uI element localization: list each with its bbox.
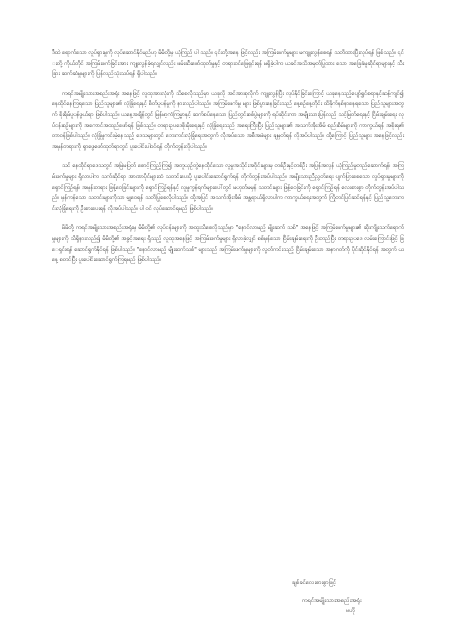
body-paragraph-1: ဒီထဲ ရောက်သော လူပ်ရှားမှုကို လုပ်ဆောင်နိုင်မည်ဟု မိမိတို့မှ ယုံကြည် ပါ သည်။ ၎င်းတို့အနေ ဖြင့်လည်း အကြမ်းဖက်မှုများ မကျူးလွန်စေရန် သတိထားပြီးလုပ်ရန် ဖြစ်သည်။ ၎င်းတို့ ကိုယ်တိုင် အကြမ်းဖက်ခြင်းအား ကျူးလွန်ခဲ့ရလျှင်လည်း ဖမ်းဆီးဖော်ထုတ်မှုနှင့် တရားဝင်ဖြေရှင်းရန် မရှိခဲ့ပါက ယခင်အသိအမှတ်ပြုထား သော အခြေခံမူဆိုင်ရာများနှင့် သီးခြား ဆက်ဆံမှုများကို ပြန်လည်သုံးသပ်ရန် ရှိပါသည်။ [52,50,404,78]
signature-block [292,578,432,616]
signature-place: ဗဟို [346,608,355,614]
body-paragraph-3: သင် နေထိုင်ရာဒေသတွင် အမြဲမပြတ် စောင့်ကြည့်ကြ၍ အတူယှဉ်တွဲနေထိုင်သော လူမှုအသိုင်းအဝိုင်းများမှ တစ်ဦးနှင့်တစ်ဦး အပြန်အလှန် ယုံကြည်မှုတည်ဆောက်ရန်၊ အကြမ်းဖက်မှုများ ရှိလာပါက သက်ဆိုင်ရာ အာဏာပိုင်များထံ သတင်းပေးပို့ ပူးပေါင်းဆောင်ရွက်ရန် တိုက်တွန်းအပ်ပါသည်။ အမျိုးသားညီညွတ်ရေး ပျက်ပြားစေသော လှုပ်ရှားမှုများကို ရှောင်ကြဉ်ရန်၊ အမုန်းတရား ဖြန့်ဝေခြင်းများကို ရှောင်ကြဉ်ရန်နှင့် လူမှုကွန်ရက်များပေါ်တွင် မဟုတ်မမှန် သတင်းများ ဖြန့်ဝေခြင်းကို ရှောင်ကြဉ်ရန် လေးစားစွာ တိုက်တွန်းအပ်ပါသည်။ မှန်ကန်သော သတင်းများကိုသာ မျှဝေရန် သတိပြုစေလိုပါသည်။ ထို့အပြင် အသက်အိုးအိမ် အန္တရာယ်ရှိလာပါက ကာကွယ်ရေးအတွက် ကြိုတင်ပြင်ဆင်ရန်နှင့် ပြည်သူ့ဘေးကင်းလုံခြုံရေးကို ဦးစားပေးရန် လိုအပ်ပါသည်။ ပါ ဝင် လုပ်ဆောင်ရမည် ဖြစ်ပါသည်။ [52,163,404,212]
signature-closing: ချစ်ခင်လေးစားစွာဖြင့် [292,580,337,586]
body-paragraph-4: မိမိတို့ ကရင်အမျိုးသားအစည်းအရုံးမှ မိမိတို့၏ လုပ်ငန်းများကို အထူးသိစေလိုသည်မှာ "နောင်လာမည့် မျိုးဆက် သစ်" အနေဖြင့် အကြမ်းဖက်မှုများ၏ ဆိုးကျိုးသက်ရောက်မှုများကို သိရှိနားလည်၍ မိမိတို့၏ အခွင့်အရေး ရှိသည့် လူထုအနေဖြင့် အကြမ်းဖက်မှုများ ရှိလာခဲ့လျှင် စစ်မှန်သော ငြိမ်းချမ်းရေးကို ဦးတည်ပြီး တရားဥပဒေ လမ်းကြောင်းဖြင့် ဖြေရှင်းရန် ဆောင်ရွက်နိုင်ရန် ဖြစ်ပါသည်။ "နောင်လာမည့် မျိုးဆက်သစ်" များသည် အကြမ်းဖက်မှုများကို လွတ်ကင်းသည့် ငြိမ်းချမ်းသော အနာဂတ်ကို ပိုင်ဆိုင်နိုင်ရန် အတွက် ယနေ့ စတင်ပြီး ပူးပေါင်းဆောင်ရွက်ကြရမည် ဖြစ်ပါသည်။ [52,225,404,264]
body-paragraph-2: ကရင်အမျိုးသားအစည်းအရုံး အနေဖြင့် လူထုအားလုံးကို သိစေလိုသည်မှာ ယခုလို အင်အားစုလိုက် ကျူးလွန်ပြီး လုပ်နိုင်ခြင်းကြောင့် ယခုနေသည့်ပျော်ရွှင်စရာနှင့်ဆန့်ကျင်၍ နေထိုင်နေကြရသော ပြည်သူများ၏ လုံခြုံရေးနှင့် စိတ်ပူပန်မှုကို နားလည်ပါသည်။ အကြမ်းဖက်မှု များ ဖြစ်ပွားနေခြင်းသည် နေ့စဉ်နေ့တိုင်း ထိခိုက်နစ်နာနေရသော ပြည်သူများအတွက် စိုးရိမ်ပူပန်ဖွယ်ရာ ဖြစ်ပါသည်။ ယနေ့အချိန်တွင် မြန်မာ့ကံကြမ္မာနှင့် ဆက်စပ်နေသော ပြည်တွင်းစစ်ပွဲများကို ရပ်ဆိုင်းကာ အမျိုးသားပြန်လည် သင့်မြတ်ရေးနှင့် ငြိမ်းချမ်းရေး လုပ်ငန်းစဉ်များကို အကောင်အထည်ဖော်ရန် ဖြစ်သည်။ တရားဥပဒေစိုးမိုးရေးနှင့် လုံခြုံရေးသည် အရေးကြီးပြီး ပြည်သူများ၏ အသက်အိုးအိမ် စည်းစိမ်များကို ကာကွယ်ရန် အစိုးရ၏ တာဝန်ဖြစ်ပါသည်။ လုံခြုံမှုကင်းမဲ့နေသည့် ဒေသများတွင် ဘေးကင်းလုံခြုံရေးအတွက် လိုအပ်သော အစီအမံများ ချမှတ်ရန် လိုအပ်ပါသည်။ ထို့ကြောင့် ပြည်သူများ အနေဖြင့်လည်း အမှန်တရားကို ရှာဖွေဖော်ထုတ်ရာတွင် ပူးပေါင်းပါဝင်ရန် တိုက်တွန်းလိုပါသည်။ [52,90,404,150]
signature-organization: ကရင်အမျိုးသားအစည်းအရုံး [302,598,362,604]
